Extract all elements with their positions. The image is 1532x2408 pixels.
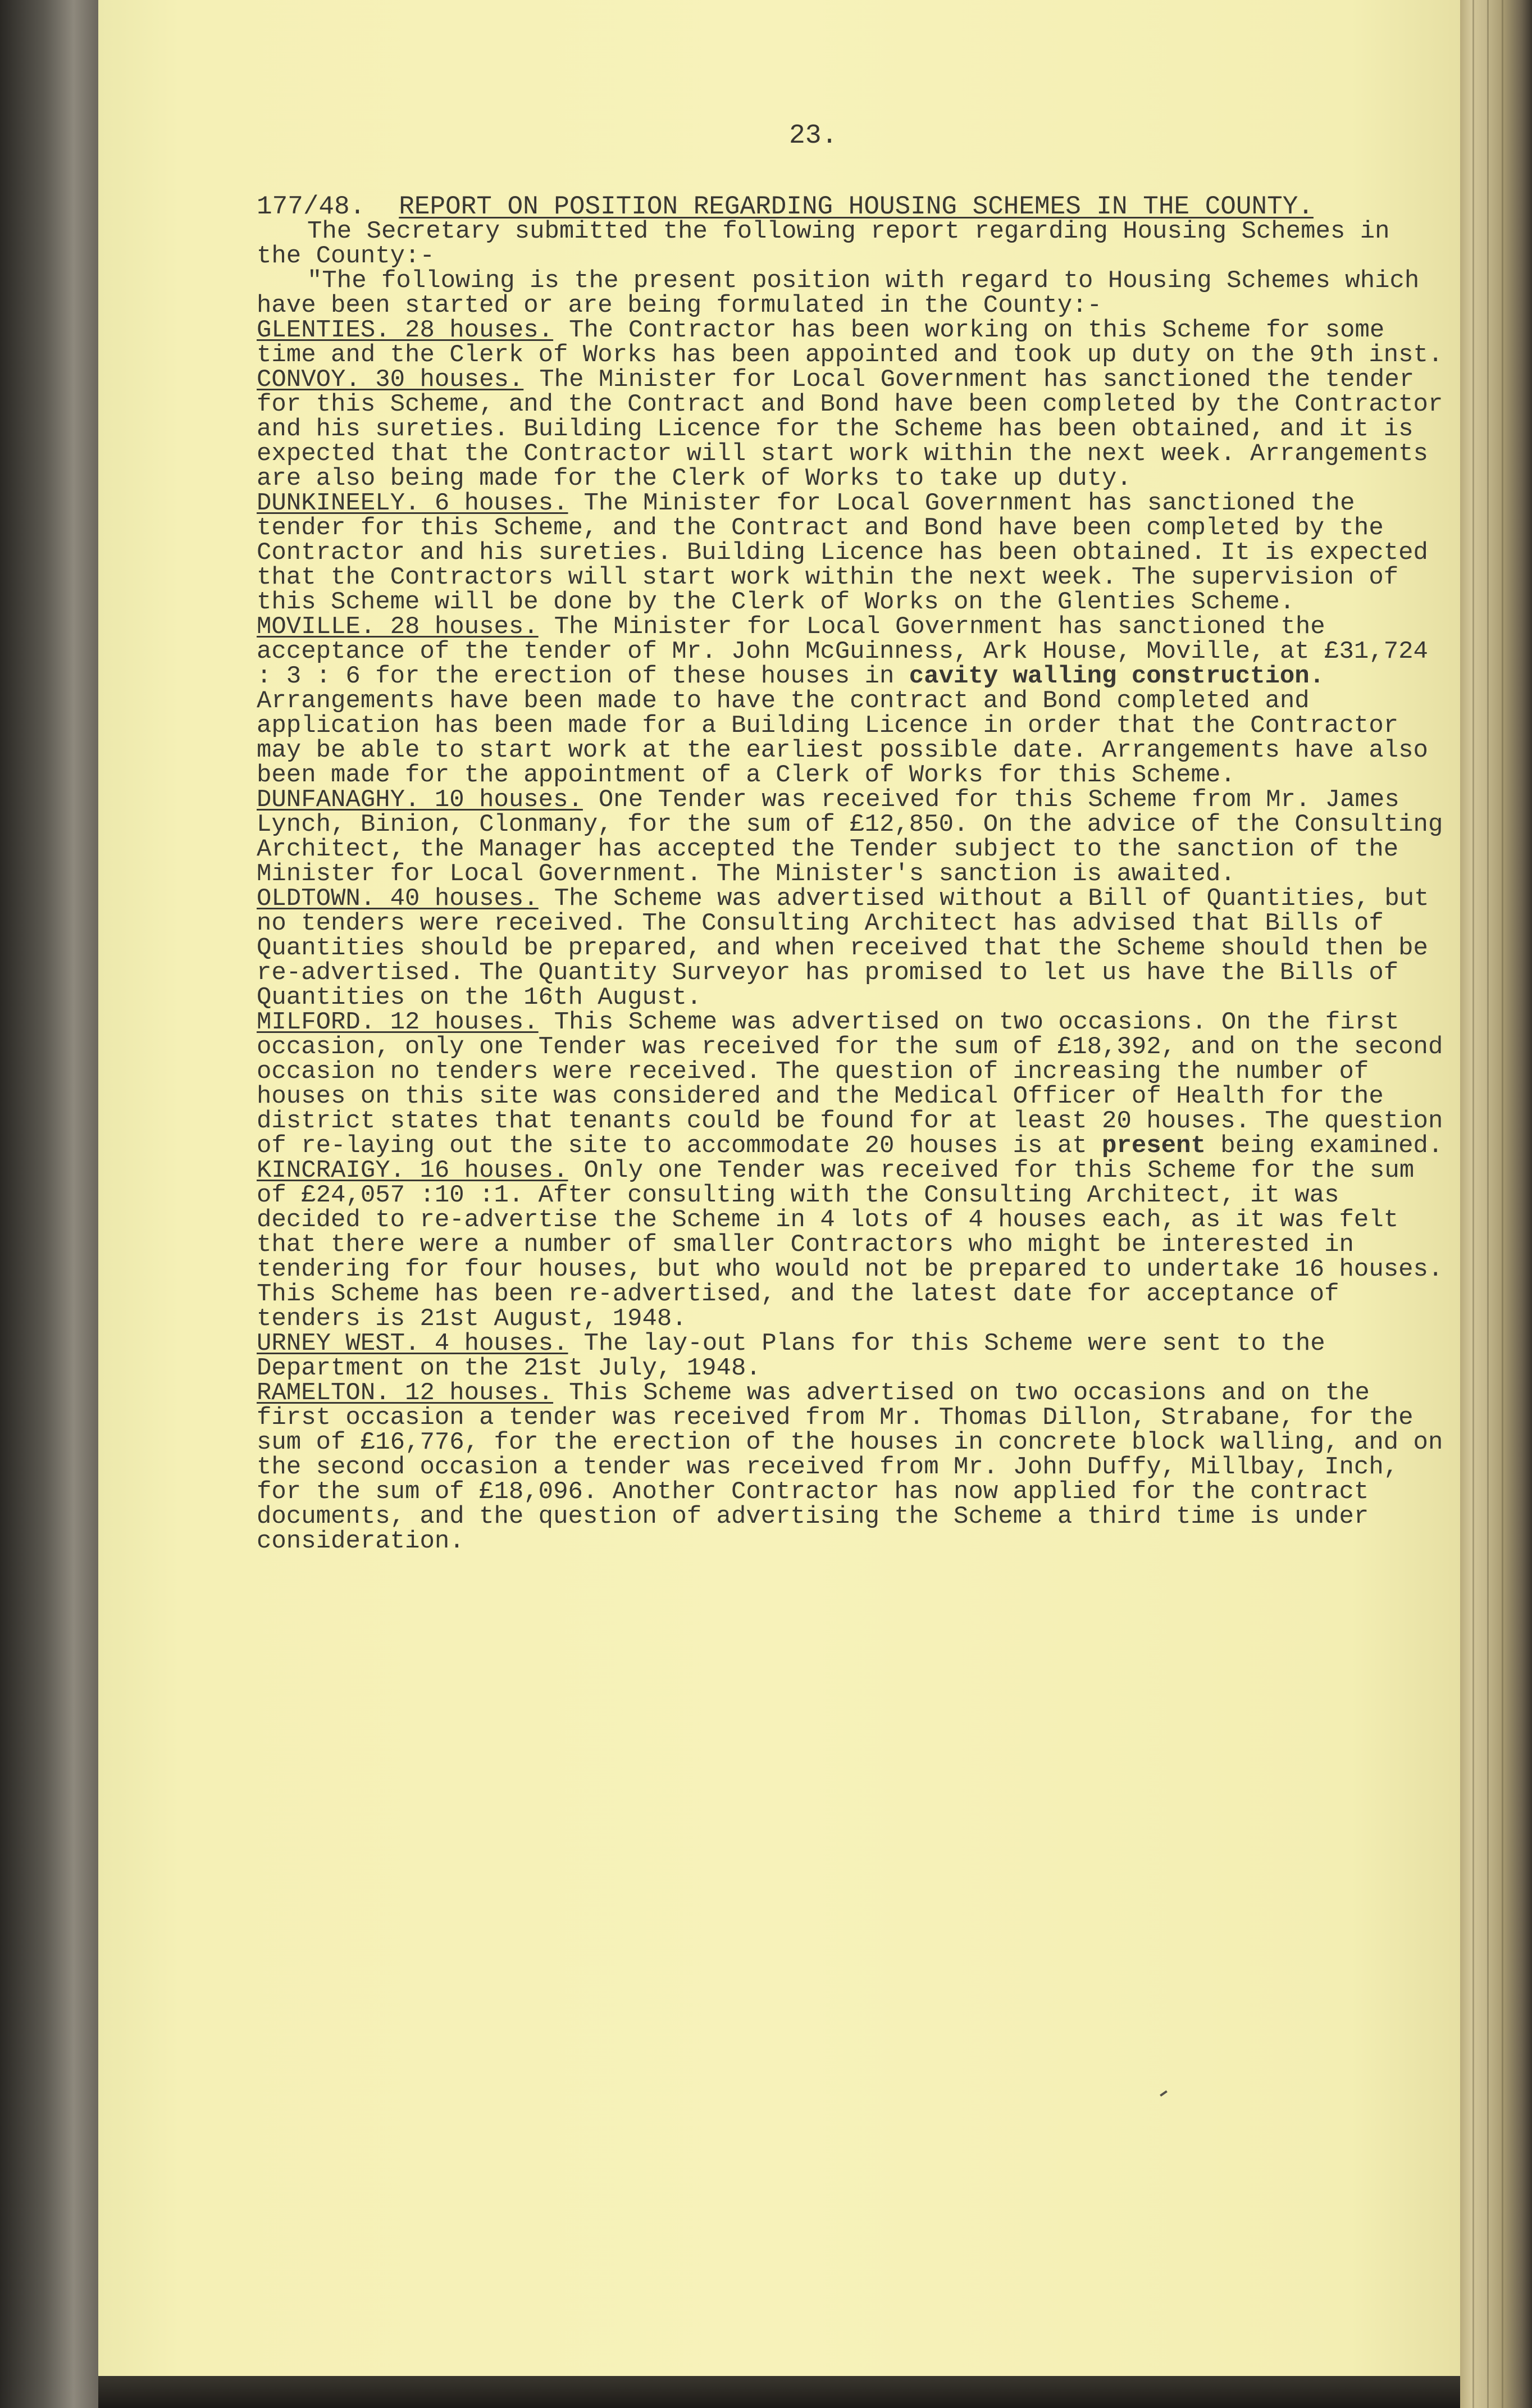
scheme-text: One Tender was received for this Scheme from Mr. James Lynch, Binion, Clonmany, for the sum of £12,850. On the advice of the Consulting Architect, the Manager has accepted the Tender subject to the sanction of the Minister for Local Government. The Minister's sanction is awaited. bbox=[257, 786, 1443, 888]
scheme-name: KINCRAIGY. 16 houses. bbox=[257, 1157, 568, 1185]
scheme-name: RAMELTON. 12 houses. bbox=[257, 1379, 554, 1407]
book-right-page-edges bbox=[1460, 0, 1532, 2408]
scheme-name: MOVILLE. 28 houses. bbox=[257, 613, 539, 641]
scheme-text: Only one Tender was received for this Scheme for the sum of £24,057 :10 :1. After consulting with the Consulting Architect, it was decided to re-advertise the Scheme in 4 lots of 4 houses each, as it was felt that there were a number of smaller Contractors who might be interested in tendering for four houses, but who would not be prepared to undertake 16 houses. This Scheme has been re-advertised, and the latest date for acceptance of tenders is 21st August, 1948. bbox=[257, 1157, 1443, 1333]
scheme-name: URNEY WEST. 4 houses. bbox=[257, 1330, 568, 1358]
scheme-moville bbox=[257, 614, 1447, 788]
page-bottom-shadow bbox=[98, 2376, 1460, 2408]
scheme-text: The Minister for Local Government has sanctioned the tender for this Scheme, and the Contract and Bond have been completed by the Contractor and his sureties. Building Licence for the Scheme has been obtained, and it is expected that the Contractor will start work within the next week. Arrangements are also being made for the Clerk of Works to take up duty. bbox=[257, 366, 1443, 493]
scheme-text-bold: cavity walling construction. bbox=[909, 662, 1325, 690]
scheme-text: The Minister for Local Government has sanctioned the acceptance of the tender of Mr. John McGuinness, Ark House, Moville, at £31,724 : 3 : 6 for the erection of these houses in bbox=[257, 613, 1428, 690]
scheme-text: being examined. bbox=[1220, 1132, 1443, 1160]
minute-number: 177/48. bbox=[257, 192, 366, 221]
scheme-dunkineely bbox=[257, 491, 1447, 614]
scheme-milford bbox=[257, 1010, 1447, 1158]
scheme-name: DUNFANAGHY. 10 houses. bbox=[257, 786, 583, 814]
scheme-text: The Contractor has been working on this Scheme for some time and the Clerk of Works has been appointed and took up duty on the 9th inst. bbox=[257, 316, 1443, 369]
report-preamble: "The following is the present position with regard to Housing Schemes which have been started or are being formulated in the County:- bbox=[257, 267, 1420, 320]
scheme-name: CONVOY. 30 houses. bbox=[257, 366, 524, 394]
scheme-glenties bbox=[257, 318, 1447, 367]
document-page bbox=[98, 0, 1460, 2376]
scheme-text: The Scheme was advertised without a Bill of Quantities, but no tenders were received. The Consulting Architect has advised that Bills of Quantities should be prepared, and when received that the Scheme should then be re-advertised. The Quantity Surveyor has promised to let us have the Bills of Quantities on the 16th August. bbox=[257, 885, 1429, 1012]
scheme-name: OLDTOWN. 40 houses. bbox=[257, 885, 539, 913]
scheme-text: This Scheme was advertised on two occasions and on the first occasion a tender was received from Mr. Thomas Dillon, Strabane, for the sum of £16,776, for the erection of the houses in concrete block walling, and on the second occasion a tender was received from Mr. John Duffy, Millbay, Inch, for the sum of £18,096. Another Contractor has now applied for the contract documents, and the question of advertising the Scheme a third time is under consideration. bbox=[257, 1379, 1443, 1555]
scheme-ramelton bbox=[257, 1381, 1447, 1554]
scheme-name: GLENTIES. 28 houses. bbox=[257, 316, 554, 344]
book-left-edge bbox=[0, 0, 98, 2408]
scheme-text: Arrangements have been made to have the contract and Bond completed and application has been made for a Building Licence in order that the Contractor may be able to start work at the earliest possible date. Arrangements have also been made for the appointment of a Clerk of Works for this Scheme. bbox=[257, 687, 1428, 789]
report-intro: The Secretary submitted the following report regarding Housing Schemes in the County:- bbox=[257, 217, 1390, 270]
scheme-text: This Scheme was advertised on two occasions. On the first occasion, only one Tender was received for the sum of £18,392, and on the second occasion no tenders were received. The question of increasing the number of houses on this site was considered and the Medical Officer of Health for the district states that tenants could be found for at least 20 houses. The question of re-laying out the site to accommodate 20 houses is at bbox=[257, 1008, 1443, 1160]
scheme-text: The lay-out Plans for this Scheme were sent to the Department on the 21st July, 1948. bbox=[257, 1330, 1325, 1382]
report-title: REPORT ON POSITION REGARDING HOUSING SCHEMES IN THE COUNTY. bbox=[399, 192, 1314, 221]
scheme-dunfanaghy bbox=[257, 788, 1447, 886]
report-heading bbox=[257, 194, 1447, 219]
scheme-kincraigy bbox=[257, 1158, 1447, 1331]
scheme-text: The Minister for Local Government has sanctioned the tender for this Scheme, and the Contract and Bond have been completed by the Contractor and his sureties. Building Licence has been obtained. It is expected that the Contractors will start work within the next week. The supervision of this Scheme will be done by the Clerk of Works on the Glenties Scheme. bbox=[257, 489, 1428, 616]
report-body bbox=[257, 169, 1447, 1554]
scheme-convoy bbox=[257, 367, 1447, 491]
scheme-text-bold: present bbox=[1102, 1132, 1206, 1160]
scheme-name: MILFORD. 12 houses. bbox=[257, 1008, 539, 1036]
scheme-oldtown bbox=[257, 886, 1447, 1010]
page-number: 23. bbox=[789, 121, 838, 151]
pencil-mark bbox=[1160, 2090, 1168, 2096]
scheme-name: DUNKINEELY. 6 houses. bbox=[257, 489, 568, 517]
scheme-urney-west bbox=[257, 1331, 1447, 1381]
